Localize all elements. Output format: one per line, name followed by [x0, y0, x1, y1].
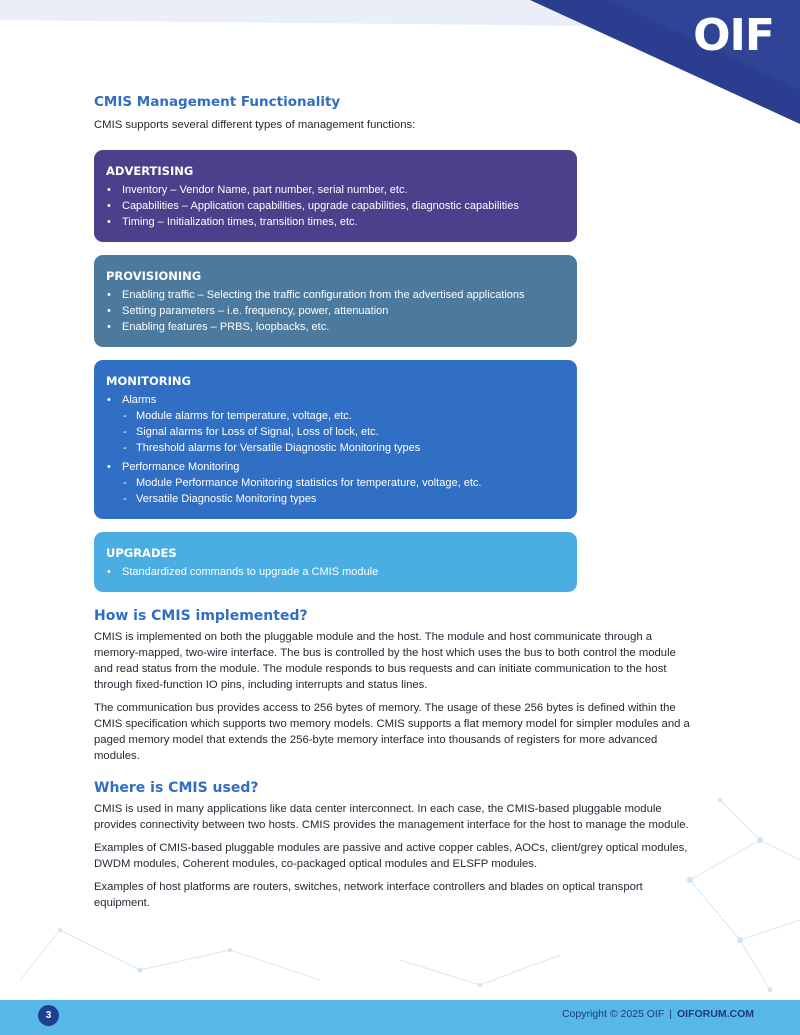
list-item: - Module alarms for temperature, voltage, etc.	[106, 408, 565, 424]
list-item: • Enabling features – PRBS, loopbacks, etc.	[106, 319, 565, 335]
list-item: • Enabling traffic – Selecting the traffic configuration from the advertised applications	[106, 287, 565, 303]
used-paragraph: Examples of CMIS-based pluggable modules are passive and active copper cables, AOCs, client/grey optical modules, DWDM modules, Coherent modules, co-packaged optical modules and ELSFP modules.	[94, 842, 688, 870]
list-item: • Timing – Initialization times, transition times, etc.	[106, 214, 565, 230]
monitoring-list	[106, 392, 565, 507]
upgrades-list	[106, 564, 565, 580]
website-link[interactable]: OIFORUM.COM	[677, 1008, 754, 1020]
alarms-label: • Alarms	[106, 392, 565, 408]
monitoring-card	[94, 360, 577, 519]
implemented-heading: How is CMIS implemented?	[94, 608, 308, 624]
used-heading: Where is CMIS used?	[94, 780, 259, 796]
used-paragraph: Examples of host platforms are routers, switches, network interface controllers and blades on optical transport equipment.	[94, 881, 643, 909]
list-item: - Signal alarms for Loss of Signal, Loss of lock, etc.	[106, 424, 565, 440]
performance-monitoring-label: • Performance Monitoring	[106, 459, 565, 475]
list-item: • Setting parameters – i.e. frequency, power, attenuation	[106, 303, 565, 319]
cmis-management-intro: CMIS supports several different types of management functions:	[94, 119, 416, 131]
provisioning-list	[106, 287, 565, 335]
implemented-paragraph: The communication bus provides access to 256 bytes of memory. The usage of these 256 bytes is defined within the CMIS specification which supports two memory models. CMIS supports a flat memory model for simpler modules and a paged memory model that extends the 256-byte memory interface into thousands of registers for more advanced modules.	[94, 702, 690, 762]
footer-separator: |	[669, 1008, 672, 1020]
used-paragraph: CMIS is used in many applications like data center interconnect. In each case, the CMIS-based pluggable module provides connectivity between two hosts. CMIS provides the management interface for the host to manage the module.	[94, 803, 689, 831]
upgrades-card	[94, 532, 577, 592]
provisioning-title: PROVISIONING	[106, 269, 202, 283]
list-item: • Inventory – Vendor Name, part number, serial number, etc.	[106, 182, 565, 198]
list-item: - Versatile Diagnostic Monitoring types	[106, 491, 565, 507]
oif-logo[interactable]: OIF	[693, 10, 774, 61]
list-item: • Standardized commands to upgrade a CMIS module	[106, 564, 565, 580]
monitoring-title: MONITORING	[106, 374, 191, 388]
advertising-card	[94, 150, 577, 242]
cmis-management-heading: CMIS Management Functionality	[94, 94, 341, 110]
copyright-text: Copyright © 2025 OIF	[561, 1008, 665, 1020]
advertising-title: ADVERTISING	[106, 164, 194, 178]
advertising-list	[106, 182, 565, 230]
list-item: • Capabilities – Application capabilities, upgrade capabilities, diagnostic capabilities	[106, 198, 565, 214]
main-content	[94, 94, 694, 911]
upgrades-title: UPGRADES	[106, 546, 177, 560]
list-item: - Module Performance Monitoring statistics for temperature, voltage, etc.	[106, 475, 565, 491]
footer-text	[562, 1008, 754, 1020]
provisioning-card	[94, 255, 577, 347]
page-number: 3	[38, 1005, 59, 1026]
list-item: - Threshold alarms for Versatile Diagnostic Monitoring types	[106, 440, 565, 456]
implemented-paragraph: CMIS is implemented on both the pluggable module and the host. The module and host communicate through a memory-mapped, two-wire interface. The bus is controlled by the host which uses the bus to both control the module and read status from the module. The module responds to bus requests and can initiate communication to the host through fixed-function IO pins, including interrupts and status lines.	[94, 631, 676, 691]
